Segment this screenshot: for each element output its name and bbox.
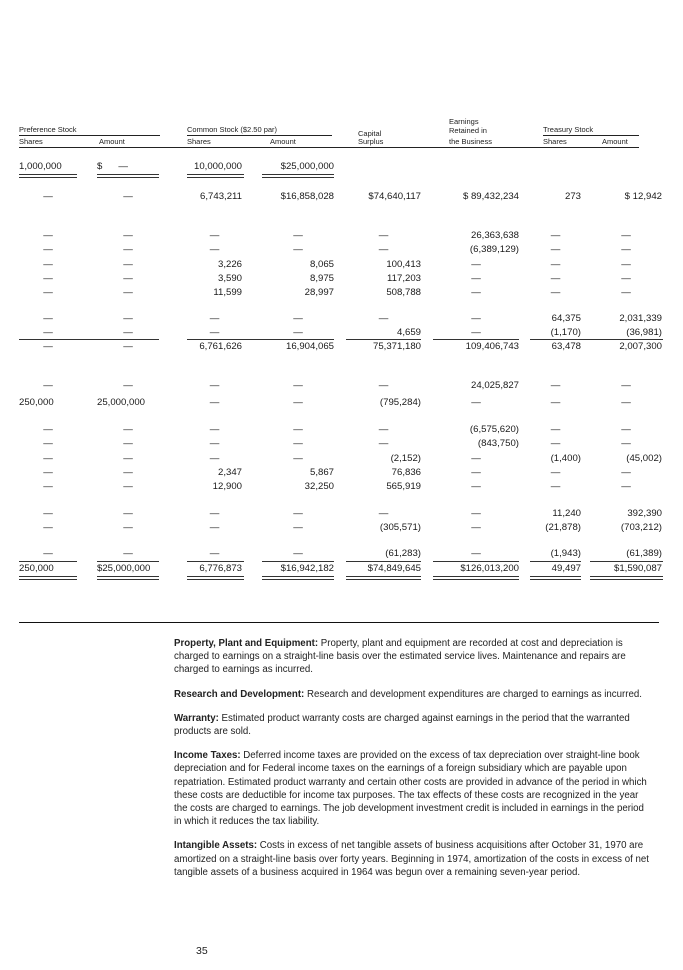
cell-treasury-amount: — [621, 259, 631, 270]
cell-common-amount: — [293, 244, 303, 255]
cell-pref-amount: — [123, 313, 133, 324]
table-row [0, 562, 683, 576]
note-paragraph [174, 749, 654, 828]
total-double-underline [530, 576, 581, 580]
cell-treasury-amount: $1,590,087 [613, 563, 662, 574]
cell-capital-surplus: 100,413 [386, 259, 421, 270]
cell-earnings-retained: — [471, 313, 481, 324]
cell-treasury-shares: — [550, 424, 561, 435]
header-common-shares: Shares [187, 137, 211, 146]
note-text: Deferred income taxes are provided on the excess of tax depreciation over straight-line book depreciation and for Federal income taxes on the earnings of a foreign subsidiary which are payable upon repatriation. Estimated product warranty and certain other costs are provided in advance of the period in which these costs are deductible for income tax purposes. The tax effects of these costs are recognized in the year the costs are charged to earnings. The job development investment credit is included in earnings in the period in which it reduces the tax liability. [174, 750, 647, 828]
cell-pref-amount: — [123, 341, 133, 352]
cell-treasury-amount: (703,212) [620, 522, 662, 533]
table-row [0, 326, 683, 340]
cell-treasury-shares: — [550, 467, 561, 478]
cell-capital-surplus: $74,640,117 [368, 191, 421, 202]
cell-treasury-shares: (1,400) [550, 453, 581, 464]
cell-earnings-retained: — [471, 397, 481, 408]
header-the-business: the Business [449, 137, 492, 146]
cell-treasury-amount: — [621, 481, 631, 492]
cell-common-amount: 32,250 [304, 481, 334, 492]
cell-capital-surplus: 76,836 [391, 467, 421, 478]
table-row [0, 521, 683, 535]
cell-capital-surplus: — [378, 438, 389, 449]
cell-pref-shares: — [43, 548, 53, 559]
cell-earnings-retained: 109,406,743 [465, 341, 519, 352]
cell-earnings-retained: — [471, 481, 481, 492]
cell-common-shares: 11,599 [213, 287, 242, 298]
subtotal-underline [433, 561, 519, 562]
cell-common-shares: — [209, 522, 220, 533]
cell-common-shares: — [209, 380, 220, 391]
cell-common-amount: — [293, 327, 303, 338]
header-treasury-stock: Treasury Stock [543, 125, 594, 134]
cell-common-shares: — [209, 313, 220, 324]
header-retained-in: Retained in [449, 126, 487, 135]
cell-common-amount: — [293, 508, 303, 519]
cell-capital-surplus: (61,283) [385, 548, 421, 559]
table-row [0, 286, 683, 300]
cell-pref-amount: — [123, 230, 133, 241]
cell-pref-amount: $25,000,000 [97, 563, 151, 574]
note-text: Research and development expenditures are charged to earnings as incurred. [304, 688, 642, 700]
cell-treasury-shares: — [550, 259, 561, 270]
cell-pref-shares: — [43, 467, 53, 478]
cell-treasury-amount: 392,390 [627, 508, 662, 519]
cell-capital-surplus: (305,571) [379, 522, 421, 533]
total-double-underline [19, 174, 77, 178]
header-group-underline [19, 135, 160, 136]
note-text: Property, plant and equipment are recorded at cost and depreciation is charged to earnings on a straight-line basis over the estimated service lives. Maintenance and repairs are charged to earnings as incurred. [174, 638, 626, 676]
table-row [0, 340, 683, 354]
cell-common-amount: — [293, 313, 303, 324]
cell-treasury-amount: — [621, 273, 631, 284]
cell-common-shares: 6,776,873 [199, 563, 242, 574]
cell-treasury-amount: — [621, 438, 631, 449]
cell-pref-shares: 250,000 [19, 563, 54, 574]
cell-pref-shares: — [43, 380, 53, 391]
cell-common-shares: — [209, 327, 220, 338]
cell-pref-amount: — [123, 508, 133, 519]
cell-treasury-shares: — [550, 481, 561, 492]
cell-capital-surplus: (2,152) [390, 453, 421, 464]
cell-treasury-shares: — [550, 397, 561, 408]
table-row [0, 258, 683, 272]
cell-pref-amount: — [123, 481, 133, 492]
table-row [0, 312, 683, 326]
cell-capital-surplus: 75,371,180 [372, 341, 421, 352]
cell-earnings-retained: — [471, 273, 481, 284]
cell-common-shares: 3,590 [217, 273, 242, 284]
total-double-underline [346, 576, 421, 580]
cell-treasury-shares: 11,240 [552, 508, 581, 519]
cell-treasury-shares: 273 [564, 191, 581, 202]
table-row [0, 272, 683, 286]
cell-earnings-retained: $126,013,200 [460, 563, 519, 574]
cell-capital-surplus: — [378, 244, 389, 255]
cell-pref-amount: — [123, 548, 133, 559]
header-treasury-shares: Shares [543, 137, 567, 146]
cell-treasury-amount: — [621, 287, 631, 298]
cell-common-amount: — [293, 453, 303, 464]
table-row [0, 190, 683, 204]
cell-treasury-shares: — [550, 438, 561, 449]
note-paragraph [174, 839, 654, 879]
cell-treasury-shares: 64,375 [551, 313, 581, 324]
subtotal-underline [19, 561, 77, 562]
cell-pref-shares: — [43, 273, 53, 284]
total-double-underline [187, 174, 244, 178]
cell-treasury-amount: 2,031,339 [619, 313, 662, 324]
note-title: Research and Development: [174, 688, 305, 700]
cell-treasury-shares: — [550, 244, 561, 255]
cell-common-shares: — [209, 424, 220, 435]
cell-earnings-retained: — [471, 508, 481, 519]
section-divider [19, 622, 659, 623]
accounting-notes [174, 637, 654, 890]
cell-common-amount: 16,904,065 [285, 341, 334, 352]
cell-pref-amount: — [123, 327, 133, 338]
cell-capital-surplus: — [378, 508, 389, 519]
cell-pref-shares: — [43, 424, 53, 435]
cell-pref-shares: — [43, 287, 53, 298]
subtotal-underline [590, 561, 663, 562]
cell-treasury-amount: (45,002) [626, 453, 662, 464]
cell-treasury-amount: (36,981) [626, 327, 662, 338]
cell-capital-surplus: 565,919 [386, 481, 421, 492]
subtotal-underline [19, 339, 159, 340]
total-double-underline [97, 174, 159, 178]
cell-capital-surplus: (795,284) [379, 397, 421, 408]
subtotal-underline [346, 561, 421, 562]
cell-earnings-retained: 26,363,638 [470, 230, 519, 241]
header-earnings: Earnings [449, 117, 479, 126]
cell-common-amount: 28,997 [304, 287, 334, 298]
cell-common-shares: 2,347 [217, 467, 242, 478]
cell-treasury-shares: 63,478 [551, 341, 581, 352]
table-row [0, 507, 683, 521]
cell-common-shares: — [209, 230, 220, 241]
cell-earnings-retained: (843,750) [477, 438, 519, 449]
header-common-stock: Common Stock ($2.50 par) [187, 125, 278, 134]
header-common-amount: Amount [270, 137, 296, 146]
cell-capital-surplus: 4,659 [396, 327, 421, 338]
cell-pref-shares: — [43, 327, 53, 338]
table-row [0, 160, 683, 174]
cell-earnings-retained: $ 89,432,234 [462, 191, 519, 202]
cell-pref-shares: 250,000 [19, 397, 54, 408]
cell-common-shares: — [209, 508, 220, 519]
cell-pref-shares: — [43, 453, 53, 464]
header-surplus: Surplus [358, 137, 384, 146]
cell-common-amount: 8,975 [309, 273, 334, 284]
cell-common-shares: — [209, 438, 220, 449]
cell-treasury-amount: — [621, 230, 631, 241]
header-group-underline [187, 135, 332, 136]
cell-earnings-retained: — [471, 522, 481, 533]
cell-treasury-amount: — [621, 397, 631, 408]
cell-pref-amount: — [123, 287, 133, 298]
total-double-underline [590, 576, 663, 580]
cell-common-shares: — [209, 244, 220, 255]
subtotal-underline [187, 561, 244, 562]
cell-treasury-amount: $ 12,942 [624, 191, 662, 202]
header-pref-shares: Shares [19, 137, 43, 146]
cell-pref-shares: — [43, 508, 53, 519]
page-number: 35 [196, 945, 208, 957]
cell-pref-shares: — [43, 259, 53, 270]
cell-common-amount: — [293, 397, 303, 408]
cell-common-amount: $16,942,182 [280, 563, 334, 574]
cell-treasury-shares: — [550, 287, 561, 298]
subtotal-underline [530, 561, 581, 562]
cell-pref-shares: — [43, 438, 53, 449]
cell-treasury-shares: — [550, 380, 561, 391]
subtotal-underline [530, 339, 663, 340]
note-paragraph [174, 712, 654, 738]
note-title: Property, Plant and Equipment: [174, 638, 319, 649]
cell-pref-shares: — [43, 341, 53, 352]
cell-common-shares: — [209, 548, 220, 559]
cell-earnings-retained: (6,575,620) [469, 424, 519, 435]
total-double-underline [97, 576, 159, 580]
cell-pref-amount: — [123, 380, 133, 391]
cell-capital-surplus: — [378, 313, 389, 324]
header-pref-amount: Amount [99, 137, 125, 146]
header-capital: Capital [358, 129, 382, 138]
table-row [0, 423, 683, 437]
cell-common-amount: 5,867 [309, 467, 334, 478]
cell-treasury-amount: 2,007,300 [619, 341, 662, 352]
cell-common-amount: $25,000,000 [280, 161, 334, 172]
header-treasury-amount: Amount [602, 137, 628, 146]
cell-treasury-amount: — [621, 467, 631, 478]
cell-common-amount: $16,858,028 [280, 191, 334, 202]
cell-treasury-amount: — [621, 424, 631, 435]
total-double-underline [262, 174, 334, 178]
cell-pref-shares: — [43, 191, 53, 202]
note-text: Estimated product warranty costs are charged against earnings in the period that the warranted products are sold. [174, 712, 630, 738]
cell-pref-amount: — [123, 273, 133, 284]
note-paragraph [174, 688, 654, 701]
cell-earnings-retained: — [471, 287, 481, 298]
cell-earnings-retained: 24,025,827 [470, 380, 519, 391]
header-group-underline [543, 135, 639, 136]
cell-capital-surplus: — [378, 380, 389, 391]
cell-earnings-retained: — [471, 453, 481, 464]
cell-common-shares: — [209, 453, 220, 464]
cell-pref-amount: — [123, 522, 133, 533]
cell-common-amount: — [293, 548, 303, 559]
total-double-underline [19, 576, 77, 580]
cell-treasury-shares: — [550, 273, 561, 284]
cell-treasury-amount: (61,389) [626, 548, 662, 559]
subtotal-underline [187, 339, 334, 340]
cell-common-amount: — [293, 230, 303, 241]
note-title: Warranty: [174, 712, 219, 724]
note-paragraph [174, 637, 654, 677]
total-double-underline [433, 576, 519, 580]
subtotal-underline [433, 339, 519, 340]
cell-treasury-shares: — [550, 230, 561, 241]
cell-pref-shares: — [43, 522, 53, 533]
cell-earnings-retained: — [471, 548, 481, 559]
cell-pref-amount: — [123, 438, 133, 449]
cell-earnings-retained: (6,389,129) [469, 244, 519, 255]
header-bottom-rule [19, 147, 639, 148]
cell-treasury-amount: — [621, 380, 631, 391]
cell-pref-shares: 1,000,000 [19, 161, 62, 172]
note-text: Costs in excess of net tangible assets of business acquisitions after October 31, 1970 are amortized on a straight-line basis over forty years. Beginning in 1974, amortization of the costs in excess of net tangible assets of a business acquired in 1964 was begun over a remaining seven-year period. [174, 840, 649, 878]
note-title: Income Taxes: [174, 750, 241, 762]
subtotal-underline [97, 561, 159, 562]
cell-treasury-shares: (1,943) [550, 548, 581, 559]
table-row [0, 396, 683, 410]
total-double-underline [262, 576, 334, 580]
cell-pref-amount: — [123, 467, 133, 478]
table-row [0, 243, 683, 257]
cell-earnings-retained: — [471, 327, 481, 338]
cell-pref-amount: — [123, 244, 133, 255]
cell-treasury-shares: 49,497 [551, 563, 581, 574]
table-row [0, 480, 683, 494]
cell-common-shares: 6,761,626 [199, 341, 242, 352]
cell-capital-surplus: 117,203 [387, 273, 421, 284]
cell-common-shares: — [209, 397, 220, 408]
cell-common-amount: — [293, 380, 303, 391]
subtotal-underline [262, 561, 334, 562]
table-row [0, 379, 683, 393]
cell-pref-amount: $ — [97, 161, 128, 172]
table-row [0, 437, 683, 451]
cell-pref-amount: — [123, 259, 133, 270]
cell-treasury-shares: (1,170) [550, 327, 581, 338]
subtotal-underline [346, 339, 421, 340]
cell-capital-surplus: 508,788 [386, 287, 421, 298]
table-row [0, 466, 683, 480]
cell-treasury-amount: — [621, 244, 631, 255]
cell-common-shares: 10,000,000 [193, 161, 242, 172]
cell-earnings-retained: — [471, 259, 481, 270]
cell-common-shares: 3,226 [217, 259, 242, 270]
cell-pref-shares: — [43, 244, 53, 255]
cell-capital-surplus: — [378, 424, 389, 435]
cell-capital-surplus: — [378, 230, 389, 241]
cell-treasury-shares: (21,878) [545, 522, 581, 533]
cell-common-amount: 8,065 [309, 259, 334, 270]
cell-pref-amount: — [123, 453, 133, 464]
cell-common-amount: — [293, 424, 303, 435]
cell-pref-amount: — [123, 424, 133, 435]
table-row [0, 452, 683, 466]
cell-common-amount: — [293, 522, 303, 533]
cell-pref-shares: — [43, 230, 53, 241]
cell-common-shares: 12,900 [212, 481, 242, 492]
cell-pref-amount: 25,000,000 [97, 397, 146, 408]
cell-earnings-retained: — [471, 467, 481, 478]
header-preference-stock: Preference Stock [19, 125, 77, 134]
cell-capital-surplus: $74,849,645 [367, 563, 421, 574]
cell-common-shares: 6,743,211 [200, 191, 242, 202]
cell-pref-shares: — [43, 481, 53, 492]
table-row [0, 547, 683, 561]
total-double-underline [187, 576, 244, 580]
cell-pref-shares: — [43, 313, 53, 324]
cell-pref-amount: — [123, 191, 133, 202]
cell-common-amount: — [293, 438, 303, 449]
note-title: Intangible Assets: [174, 840, 258, 852]
table-row [0, 229, 683, 243]
